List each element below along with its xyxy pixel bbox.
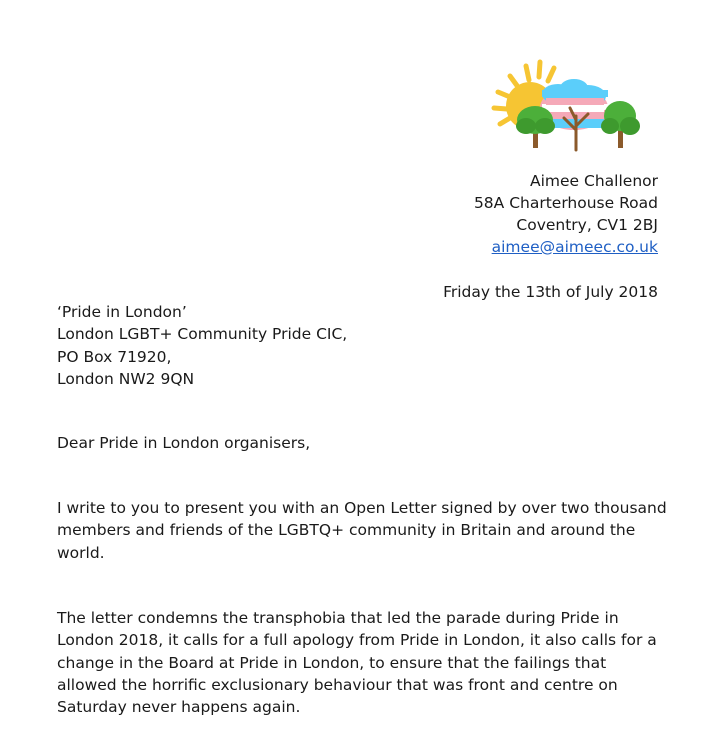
recipient-address-block [57, 301, 347, 390]
tree-right-icon [601, 101, 640, 148]
sender-email-link[interactable]: aimee@aimeec.co.uk [491, 238, 658, 256]
letter-date: Friday the 13th of July 2018 [443, 283, 658, 301]
sender-name: Aimee Challenor [530, 172, 658, 190]
recipient-line-2: London LGBT+ Community Pride CIC, [57, 325, 348, 344]
recipient-line-4: London NW2 9QN [57, 369, 195, 388]
body-paragraph-2: The letter condemns the transphobia that led the parade during Pride in London 2018, it calls for a full apology from Pride in London, it also calls for a change in the Board at Pride in London, to ensure that the failings that allowed the horrific exclusionary behaviour that was front and centre on Saturday never happens again. [57, 609, 657, 717]
salutation: Dear Pride in London organisers, [57, 434, 311, 452]
sender-street: 58A Charterhouse Road [473, 194, 658, 212]
recipient-line-3: PO Box 71920, [57, 347, 172, 366]
sender-address-block [474, 170, 658, 258]
sender-city: Coventry, CV1 2BJ [516, 216, 658, 234]
tree-left-icon [516, 106, 555, 148]
recipient-line-1: ‘Pride in London’ [57, 303, 187, 321]
body-paragraph-1: I write to you to present you with an Open Letter signed by over two thousand members and friends of the LGBTQ+ community in Britain and around the world. [57, 499, 667, 562]
sun-and-trees-logo [488, 58, 648, 154]
